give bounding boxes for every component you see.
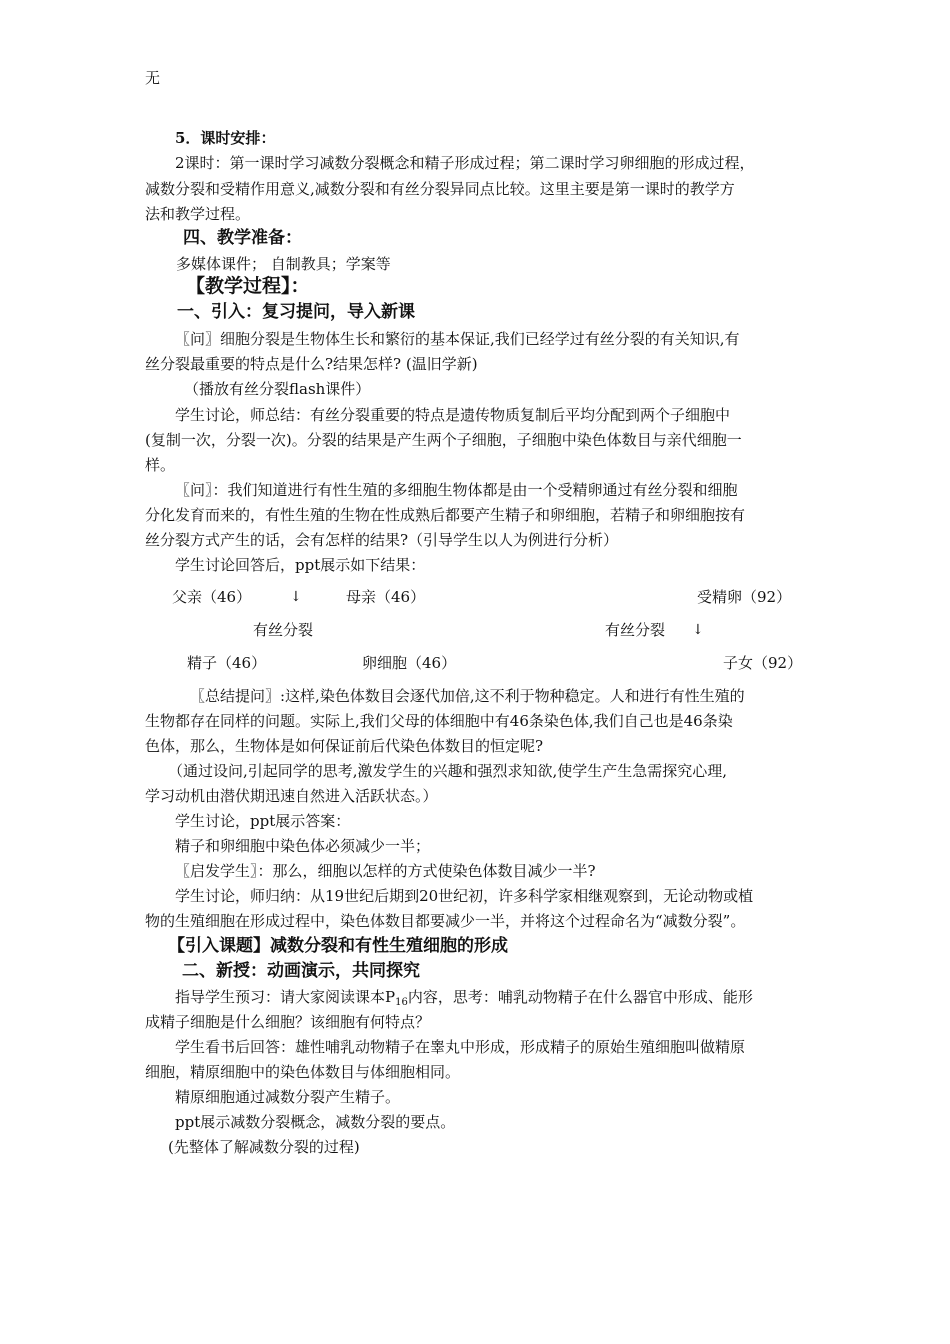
section4-line: 多媒体课件； 自制教具；学案等	[176, 255, 391, 273]
q1-line-2: 丝分裂最重要的特点是什么?结果怎样? (温旧学新)	[145, 355, 478, 373]
section5-line-3: 法和教学过程。	[145, 205, 251, 223]
summary-line-1: 〖总结提问〗:这样,染色体数目会逐代加倍,这不利于物种稳定。人和进行有性生殖的	[190, 687, 745, 705]
section5-line-1: 2课时：第一课时学习减数分裂概念和精子形成过程；第二课时学习卵细胞的形成过程，	[175, 154, 755, 172]
top-text: 无	[145, 69, 161, 87]
diagram-zygote: 受精卵（92）	[697, 588, 792, 606]
discuss1-line-1: 学生讨论，师总结：有丝分裂重要的特点是遗传物质复制后平均分配到两个子细胞中	[175, 406, 731, 424]
new-answer-line-2: 细胞，精原细胞中的染色体数目与体细胞相同。	[145, 1063, 461, 1081]
section5-title: 5．课时安排：	[175, 129, 276, 147]
diagram-sperm: 精子（46）	[187, 654, 267, 672]
section4-title: 四、教学准备：	[183, 228, 302, 248]
arrow-down-icon: ↓	[692, 622, 704, 638]
ppt-result: 学生讨论回答后，ppt展示如下结果：	[175, 556, 426, 574]
preview-line-1	[175, 987, 753, 1013]
diagram-egg: 卵细胞（46）	[362, 654, 457, 672]
diagram-mother: 母亲（46）	[346, 588, 426, 606]
new-title: 二、新授：动画演示，共同探究	[182, 961, 420, 981]
conclude-line-2: 物的生殖细胞在形成过程中，染色体数目都要减少一半，并将这个过程命名为“减数分裂”。	[145, 912, 746, 930]
diagram-child: 子女（92）	[723, 654, 803, 672]
ppt-answer: 学生讨论，ppt展示答案：	[175, 812, 351, 830]
arrow-down-icon: ↓	[290, 589, 302, 605]
overall: (先整体了解减数分裂的过程)	[168, 1138, 360, 1156]
diagram-father: 父亲（46）	[172, 588, 252, 606]
intro-title: 一、引入：复习提问，导入新课	[177, 302, 415, 322]
produce: 精原细胞通过减数分裂产生精子。	[175, 1088, 401, 1106]
preview-line-2: 成精子细胞是什么细胞？该细胞有何特点？	[145, 1013, 431, 1031]
ppt-concept: ppt展示减数分裂概念，减数分裂的要点。	[175, 1113, 456, 1131]
discuss1-line-3: 样。	[145, 456, 176, 474]
note-line-2: 学习动机由潜伏期迅速自然进入活跃状态。）	[145, 787, 438, 805]
note-line-1: （通过设问,引起同学的思考,激发学生的兴趣和强烈求知欲,使学生产生急需探究心理,	[168, 762, 728, 780]
q2-line-3: 丝分裂方式产生的话，会有怎样的结果?（引导学生以人为例进行分析）	[145, 531, 619, 549]
preview-text-b: 内容，思考：哺乳动物精子在什么器官中形成、能形	[407, 988, 753, 1006]
section5-line-2: 减数分裂和受精作用意义,减数分裂和有丝分裂异同点比较。这里主要是第一课时的教学方	[145, 180, 735, 198]
topic-title: 【引入课题】减数分裂和有性生殖细胞的形成	[168, 936, 508, 956]
preview-page-subscript: 16	[395, 997, 408, 1008]
q2-line-2: 分化发育而来的，有性生殖的生物在性成熟后都要产生精子和卵细胞，若精子和卵细胞按有	[145, 506, 746, 524]
answer: 精子和卵细胞中染色体必须减少一半；	[175, 837, 431, 855]
q1-line-1: 〖问〗细胞分裂是生物体生长和繁衍的基本保证,我们已经学过有丝分裂的有关知识,有	[175, 330, 740, 348]
conclude-line-1: 学生讨论，师归纳：从19世纪后期到20世纪初，许多科学家相继观察到，无论动物或植	[175, 887, 754, 905]
discuss1-line-2: (复制一次，分裂一次)。分裂的结果是产生两个子细胞，子细胞中染色体数目与亲代细胞一	[145, 431, 742, 449]
diagram-mitosis-right: 有丝分裂	[605, 621, 666, 639]
play-flash: （播放有丝分裂flash课件）	[184, 380, 371, 398]
inspire: 〖启发学生〗：那么，细胞以怎样的方式使染色体数目减少一半?	[175, 862, 596, 880]
diagram-mitosis-left: 有丝分裂	[253, 621, 314, 639]
preview-text-a: 指导学生预习：请大家阅读课本P	[175, 988, 396, 1006]
new-answer-line-1: 学生看书后回答：雄性哺乳动物精子在睾丸中形成，形成精子的原始生殖细胞叫做精原	[175, 1038, 746, 1056]
process-title: 【教学过程】：	[186, 275, 310, 297]
summary-line-3: 色体，那么，生物体是如何保证前后代染色体数目的恒定呢?	[145, 737, 544, 755]
summary-line-2: 生物都存在同样的问题。实际上,我们父母的体细胞中有46条染色体,我们自己也是46条染	[145, 712, 733, 730]
q2-line-1: 〖问〗：我们知道进行有性生殖的多细胞生物体都是由一个受精卵通过有丝分裂和细胞	[175, 481, 738, 499]
